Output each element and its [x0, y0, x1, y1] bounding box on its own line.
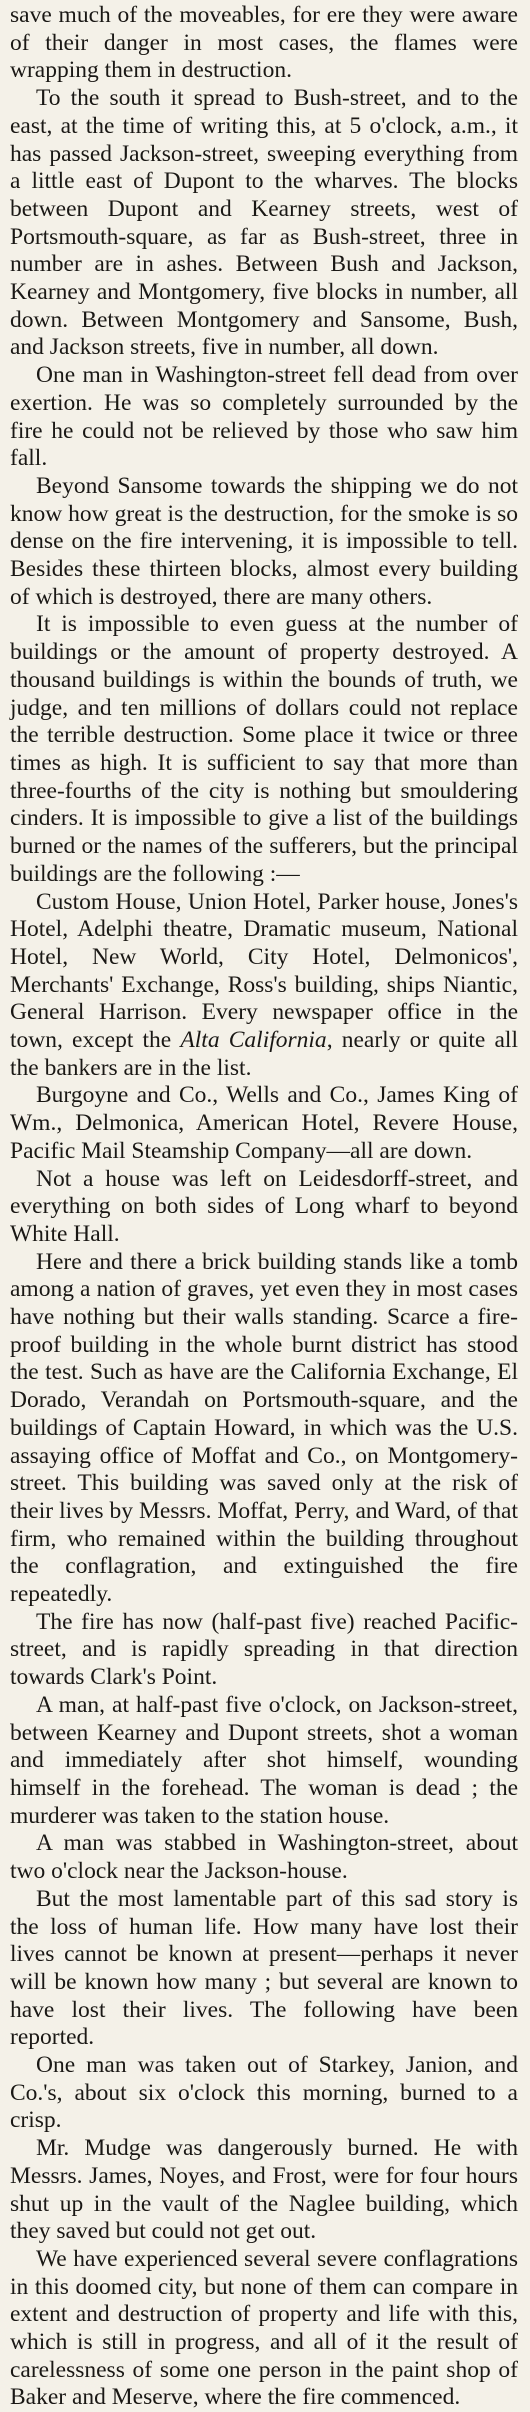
article-paragraph: To the south it spread to Bush-street, and to the east, at the time of writing this, at 5 o'clock, a.m., it has passed Jackson-street, sweeping everything from a little east of Dupont to the wharves. The blocks between Dupont and Kearney streets, west of Portsmouth-square, as far as Bush-street, three in number are in ashes. Between Bush and Jackson, Kearney and Montgomery, five blocks in number, all down. Between Montgomery and Sansome, Bush, and Jackson streets, five in number, all down.	[10, 85, 518, 361]
article-paragraph: Not a house was left on Leidesdorff-street, and everything on both sides of Long wharf to beyond White Hall.	[10, 1165, 518, 1247]
article-paragraph: One man was taken out of Starkey, Janion, and Co.'s, about six o'clock this morning, burned to a crisp.	[10, 2052, 518, 2134]
article-paragraph: But the most lamentable part of this sad story is the loss of human life. How many have lost their lives cannot be known at present—perhaps it never will be known how many ; but several are known to have lost their lives. The following have been reported.	[10, 1885, 518, 2051]
article-paragraph: Beyond Sansome towards the shipping we do not know how great is the destruction, for the smoke is so dense on the fire intervening, it is impossible to tell. Besides these thirteen blocks, almost every building of which is destroyed, there are many others.	[10, 472, 518, 610]
article-paragraph: Mr. Mudge was dangerously burned. He with Messrs. James, Noyes, and Frost, were for four hours shut up in the vault of the Naglee building, which they saved but could not get out.	[10, 2135, 518, 2245]
newspaper-name: Alta California	[180, 1027, 327, 1054]
article-paragraph: Here and there a brick building stands like a tomb among a nation of graves, yet even they in most cases have nothing but their walls standing. Scarce a fire-proof building in the whole burnt district has stood the test. Such as have are the California Exchange, El Dorado, Verandah on Portsmouth-square, and the buildings of Captain Howard, in which was the U.S. assaying office of Moffat and Co., on Montgomery-street. This building was saved only at the risk of their lives by Messrs. Moffat, Perry, and Ward, of that firm, who remained within the building throughout the conflagration, and extinguished the fire repeatedly.	[10, 1248, 518, 1608]
article-paragraph: save much of the moveables, for ere they were aware of their danger in most cases, the flames were wrapping them in destruction.	[10, 2, 518, 84]
article-paragraph: It is impossible to even guess at the number of buildings or the amount of property destroyed. A thousand buildings is within the bounds of truth, we judge, and ten millions of dollars could not replace the terrible destruction. Some place it twice or three times as high. It is sufficient to say that more than three-fourths of the city is nothing but smouldering cinders. It is impossible to give a list of the buildings burned or the names of the sufferers, but the principal buildings are the following :—	[10, 611, 518, 887]
burned-buildings-tail: , nearly or quite all the bankers are in the list.	[10, 1027, 518, 1081]
article-paragraph: One man in Washington-street fell dead from over exertion. He was so completely surrounded by the fire he could not be relieved by those who saw him fall.	[10, 362, 518, 472]
article-paragraph: We have experienced several severe conflagrations in this doomed city, but none of them can compare in extent and destruction of property and life with this, which is still in progress, and all of it the result of carelessness of some one person in the paint shop of Baker and Meserve, where the fire commenced.	[10, 2245, 518, 2411]
burned-buildings-list	[10, 889, 518, 1083]
article-paragraph: Burgoyne and Co., Wells and Co., James King of Wm., Delmonica, American Hotel, Revere House, Pacific Mail Steamship Company—all are down.	[10, 1082, 518, 1164]
article-paragraph: The fire has now (half-past five) reached Pacific-street, and is rapidly spreading in that direction towards Clark's Point.	[10, 1608, 518, 1691]
burned-buildings-text: Custom House, Union Hotel, Parker house, Jones's Hotel, Adelphi theatre, Dramatic museum, National Hotel, New World, City Hotel, Delmonicos', Merchants' Exchange, Ross's building, ships Niantic, General Harrison. Every newspaper office in the town, except the	[10, 888, 518, 1054]
article-paragraph: A man was stabbed in Washington-street, about two o'clock near the Jackson-house.	[10, 1830, 518, 1885]
article-paragraph: A man, at half-past five o'clock, on Jackson-street, between Kearney and Dupont streets, shot a woman and immediately after shot himself, wounding himself in the forehead. The woman is dead ; the murderer was taken to the station house.	[10, 1691, 518, 1829]
